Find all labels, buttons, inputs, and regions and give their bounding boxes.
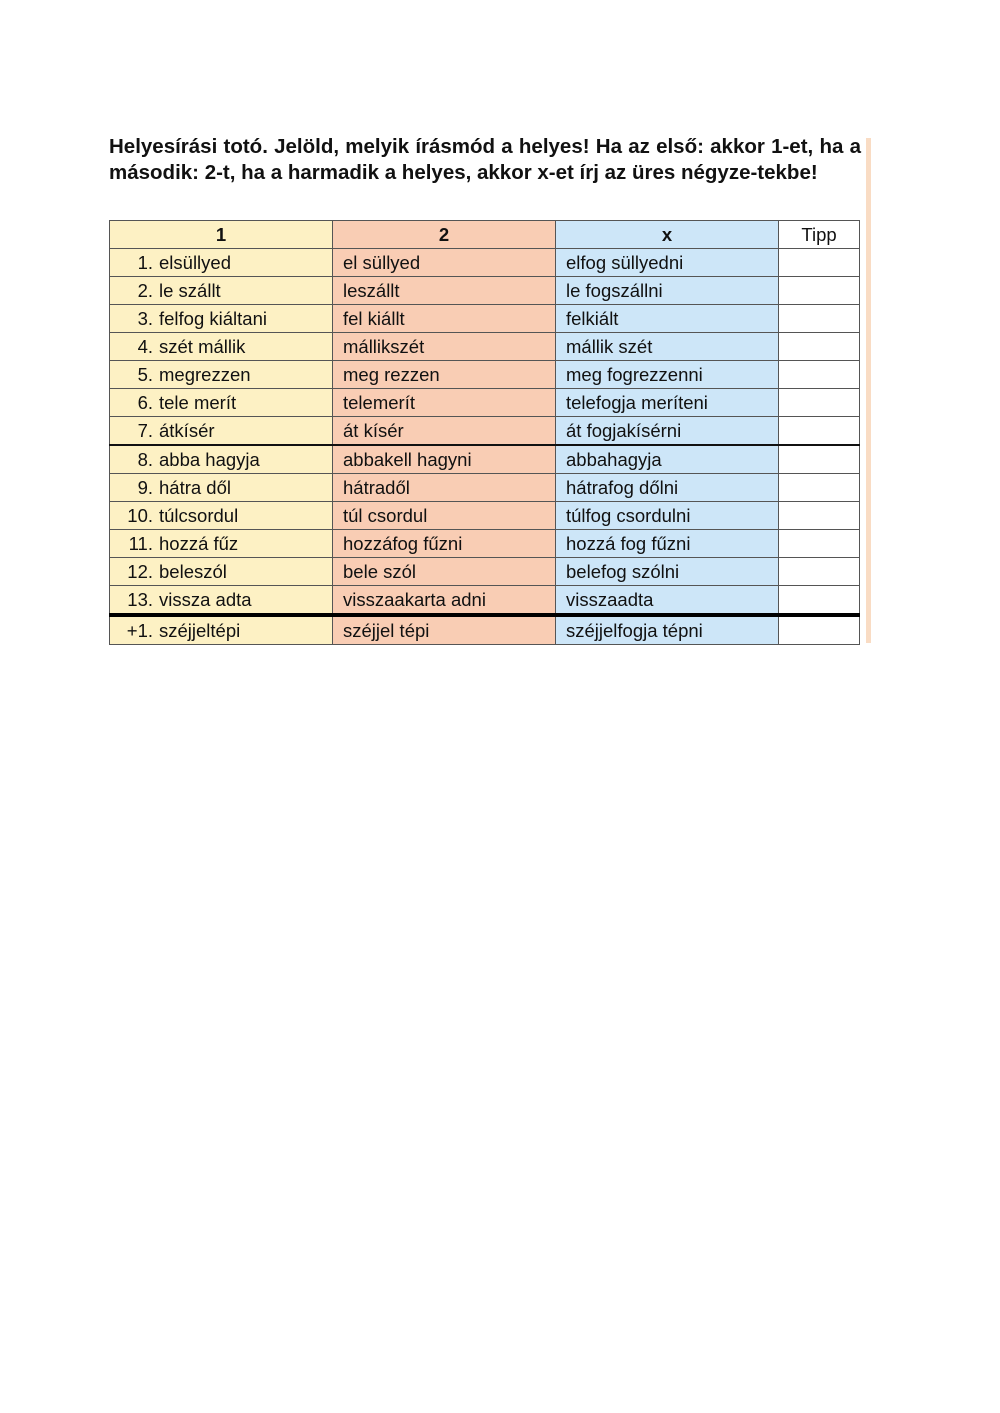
option-1-cell — [110, 249, 333, 277]
header-option-x: x — [556, 221, 779, 249]
table-header-row — [110, 221, 860, 249]
header-option-2: 2 — [333, 221, 556, 249]
option-1-text: széjjeltépi — [159, 619, 241, 641]
table-row — [110, 249, 860, 277]
option-2-cell: át kísér — [333, 417, 556, 446]
table-row — [110, 389, 860, 417]
tipp-answer-cell[interactable] — [779, 389, 860, 417]
option-2-cell: széjjel tépi — [333, 615, 556, 645]
option-1-text: beleszól — [159, 560, 227, 582]
option-1-text: szét mállik — [159, 335, 246, 357]
option-1-cell — [110, 389, 333, 417]
option-1-text: le szállt — [159, 279, 221, 301]
table-row — [110, 445, 860, 474]
option-2-cell: hozzáfog fűzni — [333, 530, 556, 558]
table-row — [110, 333, 860, 361]
question-number: 9. — [137, 476, 153, 498]
option-1-cell — [110, 615, 333, 645]
question-number: 1. — [137, 251, 153, 273]
option-x-cell: telefogja meríteni — [556, 389, 779, 417]
question-number: 11. — [128, 532, 153, 554]
tipp-answer-cell[interactable] — [779, 445, 860, 474]
table-row — [110, 361, 860, 389]
question-number: 2. — [137, 279, 153, 301]
option-2-cell: leszállt — [333, 277, 556, 305]
table-row — [110, 417, 860, 446]
tipp-answer-cell[interactable] — [779, 249, 860, 277]
option-x-cell: meg fogrezzenni — [556, 361, 779, 389]
option-1-text: megrezzen — [159, 363, 251, 385]
table-row — [110, 530, 860, 558]
option-1-cell — [110, 586, 333, 616]
tipp-answer-cell[interactable] — [779, 361, 860, 389]
tipp-answer-cell[interactable] — [779, 417, 860, 446]
question-number: 4. — [137, 335, 153, 357]
table-row — [110, 305, 860, 333]
option-1-cell — [110, 474, 333, 502]
question-number: 8. — [137, 448, 153, 470]
tipp-answer-cell[interactable] — [779, 615, 860, 645]
tipp-answer-cell[interactable] — [779, 305, 860, 333]
tipp-answer-cell[interactable] — [779, 474, 860, 502]
tipp-answer-cell[interactable] — [779, 586, 860, 616]
question-number: 6. — [137, 391, 153, 413]
question-number: +1. — [126, 619, 153, 641]
option-2-cell: telemerít — [333, 389, 556, 417]
question-number: 3. — [137, 307, 153, 329]
option-2-cell: abbakell hagyni — [333, 445, 556, 474]
option-1-text: abba hagyja — [159, 448, 260, 470]
option-1-text: hátra dől — [159, 476, 231, 498]
tipp-answer-cell[interactable] — [779, 530, 860, 558]
header-tipp: Tipp — [779, 221, 860, 249]
option-2-cell: visszaakarta adni — [333, 586, 556, 616]
option-x-cell: belefog szólni — [556, 558, 779, 586]
option-1-text: tele merít — [159, 391, 237, 413]
header-option-1: 1 — [110, 221, 333, 249]
option-x-cell: hozzá fog fűzni — [556, 530, 779, 558]
question-number: 10. — [127, 504, 153, 526]
option-1-cell — [110, 502, 333, 530]
table-row — [110, 474, 860, 502]
option-x-cell: le fogszállni — [556, 277, 779, 305]
option-2-cell: meg rezzen — [333, 361, 556, 389]
option-1-text: felfog kiáltani — [159, 307, 267, 329]
option-1-cell — [110, 277, 333, 305]
table-row — [110, 586, 860, 616]
tipp-answer-cell[interactable] — [779, 502, 860, 530]
option-x-cell: abbahagyja — [556, 445, 779, 474]
tipp-answer-cell[interactable] — [779, 333, 860, 361]
tipp-answer-cell[interactable] — [779, 277, 860, 305]
option-1-text: vissza adta — [159, 588, 252, 610]
question-number: 5. — [137, 363, 153, 385]
question-number: 13. — [127, 588, 153, 610]
question-number: 7. — [137, 419, 153, 441]
option-2-cell: fel kiállt — [333, 305, 556, 333]
option-1-cell — [110, 530, 333, 558]
option-2-cell: túl csordul — [333, 502, 556, 530]
option-x-cell: hátrafog dőlni — [556, 474, 779, 502]
option-x-cell: át fogjakísérni — [556, 417, 779, 446]
option-1-cell — [110, 558, 333, 586]
option-1-cell — [110, 305, 333, 333]
worksheet-instructions: Helyesírási totó. Jelöld, melyik írásmód a helyes! Ha az első: akkor 1-et, ha a második: 2-t, ha a harmadik a helyes, akkor x-et írj az üres négyze-tekbe! — [109, 135, 861, 184]
option-2-cell: mállikszét — [333, 333, 556, 361]
spelling-quiz-table — [109, 220, 860, 645]
tipp-answer-cell[interactable] — [779, 558, 860, 586]
option-x-cell: elfog süllyedni — [556, 249, 779, 277]
option-x-cell: visszaadta — [556, 586, 779, 616]
option-1-cell — [110, 361, 333, 389]
table-row — [110, 277, 860, 305]
option-1-cell — [110, 333, 333, 361]
question-number: 12. — [127, 560, 153, 582]
option-x-cell: felkiált — [556, 305, 779, 333]
option-1-text: elsüllyed — [159, 251, 231, 273]
option-1-cell — [110, 445, 333, 474]
quiz-rows — [110, 249, 860, 645]
option-1-text: hozzá fűz — [159, 532, 239, 554]
option-x-cell: túlfog csordulni — [556, 502, 779, 530]
option-2-cell: bele szól — [333, 558, 556, 586]
table-row — [110, 615, 860, 645]
option-1-text: túlcsordul — [159, 504, 239, 526]
table-row — [110, 502, 860, 530]
option-1-text: átkísér — [159, 419, 215, 441]
option-1-cell — [110, 417, 333, 446]
option-x-cell: széjjelfogja tépni — [556, 615, 779, 645]
table-row — [110, 558, 860, 586]
option-2-cell: hátradől — [333, 474, 556, 502]
option-2-cell: el süllyed — [333, 249, 556, 277]
accent-strip — [866, 138, 871, 643]
option-x-cell: mállik szét — [556, 333, 779, 361]
